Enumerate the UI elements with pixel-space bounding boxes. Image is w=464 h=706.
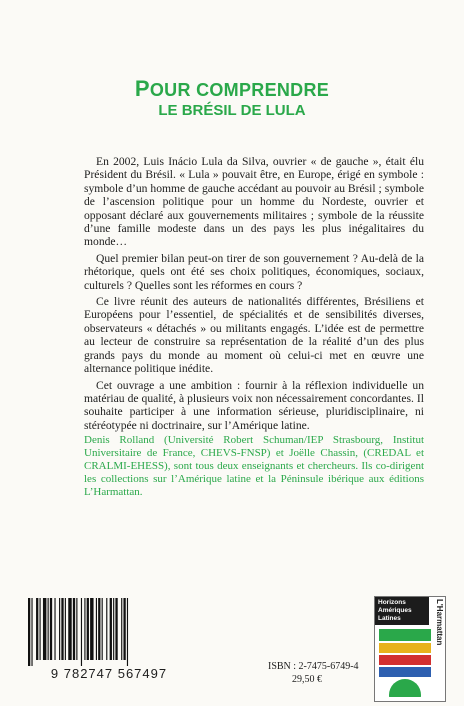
barcode-bar xyxy=(102,598,103,660)
barcode-bar xyxy=(121,598,122,660)
blurb-paragraph: En 2002, Luis Inácio Lula da Silva, ouvrier « de gauche », était élu Président du Brésil. « Lula » pouvait être, en Europe, érigé en symbole : symbole d’un homme de gauche accédant au pouvoir au Brésil ; symbole de l’ascension politique pour un homme du Nordeste, ouvrier et opposant déclaré aux gouvernements militaires ; symbole de la réussite d’une famille modeste dans un des pays les plus inégalitaires du monde… xyxy=(84,155,424,249)
barcode-bar xyxy=(50,598,52,660)
publisher-name: L'Harmattan xyxy=(435,599,444,646)
barcode-bar xyxy=(68,598,71,660)
logo-stripes-graphic xyxy=(379,629,431,697)
barcode-bar xyxy=(54,598,55,660)
barcode-bar xyxy=(48,598,49,660)
title-line-1 xyxy=(0,78,464,101)
barcode-bar xyxy=(81,598,82,666)
blurb-paragraph: Ce livre réunit des auteurs de nationalités différentes, Brésiliens et Européens pour l’essentiel, de spécialités et de sensibilités diverses, observateurs « détachés » ou militants engagés. L’idée est de permettre au lecteur de construire sa représentation de la réalité d’un des plus grands pays du monde au moment où celui-ci met en œuvre une alternance politique inédite. xyxy=(84,295,424,376)
barcode-bar xyxy=(36,598,38,660)
barcode-bar xyxy=(98,598,100,660)
price: 29,50 € xyxy=(292,674,322,685)
collection-label xyxy=(375,597,429,625)
barcode-bar xyxy=(76,598,77,660)
barcode-bar xyxy=(110,598,112,660)
barcode-bar xyxy=(96,598,97,660)
barcode-bar xyxy=(43,598,46,660)
barcode-bar xyxy=(115,598,117,660)
barcode-bar xyxy=(28,598,30,666)
collection-line-1: Horizons xyxy=(378,599,406,606)
blurb xyxy=(84,155,424,435)
barcode-bar xyxy=(127,598,128,666)
title-line-1-rest: OUR COMPRENDRE xyxy=(149,80,330,100)
barcode-bar xyxy=(61,598,63,660)
barcode-bar xyxy=(123,598,125,660)
authors-text: Denis Rolland (Université Robert Schuman/IEP Strasbourg, Institut Universitaire de France, CHEVS-FNSP) et Joëlle Chassin, (CREDAL et CRALMI-EHESS), sont tous deux enseignants et chercheurs. Ils co-dirigent les collections sur l’Amérique latine et la Péninsule ibérique aux éditions L’Harmattan. xyxy=(84,434,424,498)
blurb-paragraph: Cet ouvrage a une ambition : fournir à la réflexion individuelle un matériau de qualité, à plusieurs voix non nécessairement concordantes. Il souhaite participer à une information sérieuse, pluridisciplinaire, ni stéréotypée ni doctrinaire, sur l’Amérique latine. xyxy=(84,378,424,432)
collection-line-2: Amériques Latines xyxy=(378,607,412,622)
blurb-paragraph: Quel premier bilan peut-on tirer de son gouvernement ? Au-delà de la rhétorique, quels ont été ses choix politiques, économiques, sociaux, culturels ? Quelles sont les réformes en cours ? xyxy=(84,251,424,292)
barcode-number: 9 782747 567497 xyxy=(50,666,168,681)
barcode-bar xyxy=(59,598,60,660)
barcode-bars xyxy=(24,598,194,666)
barcode-bar xyxy=(31,598,32,666)
title-line-2: LE BRÉSIL DE LULA xyxy=(158,102,306,119)
title-initial: P xyxy=(134,76,150,101)
barcode-bar xyxy=(106,598,107,660)
authors-note xyxy=(84,434,424,499)
barcode-bar xyxy=(84,598,85,660)
barcode-bar xyxy=(40,598,41,660)
barcode-bar xyxy=(73,598,75,660)
barcode-bar xyxy=(113,598,114,660)
barcode-bar xyxy=(87,598,89,660)
barcode xyxy=(24,598,194,688)
isbn: ISBN : 2-7475-6749-4 xyxy=(268,661,359,672)
barcode-bar xyxy=(65,598,66,660)
publisher-logo xyxy=(374,596,446,702)
barcode-bar xyxy=(90,598,93,660)
